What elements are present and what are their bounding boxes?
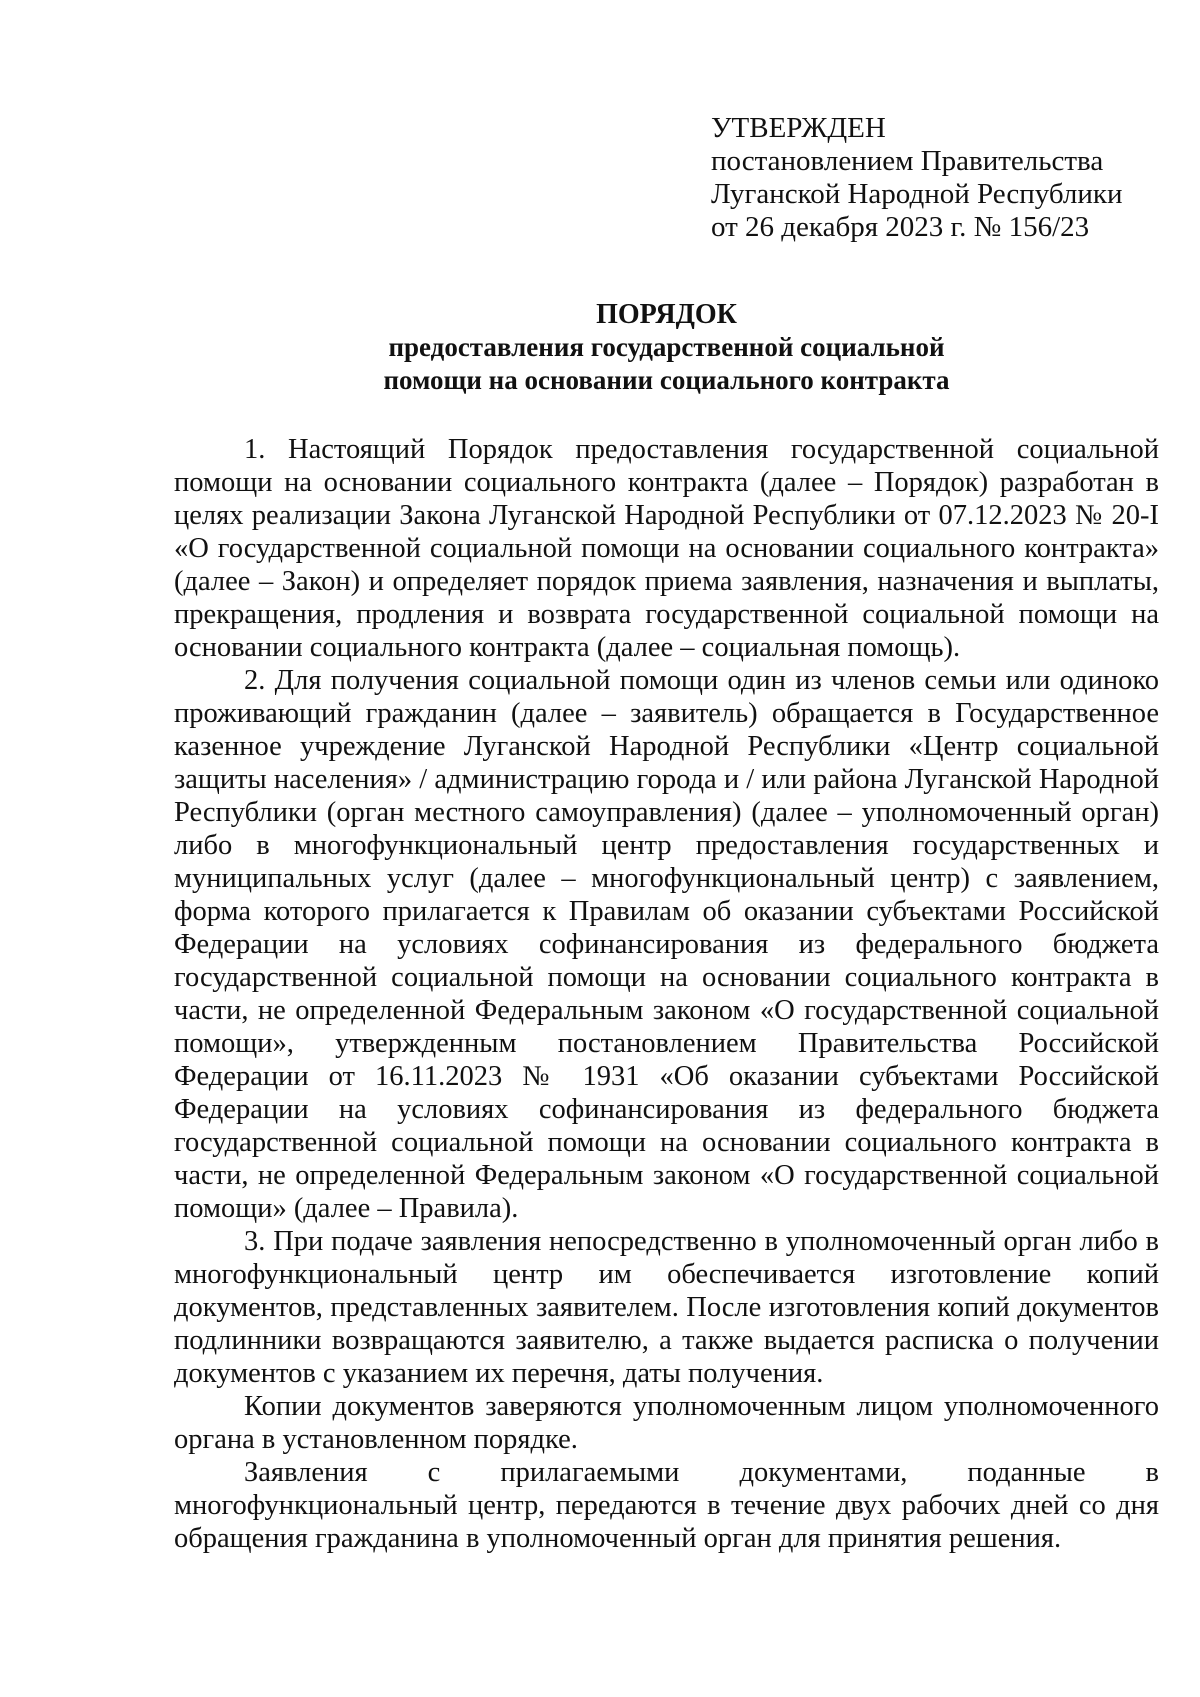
paragraph-3-copies: Копии документов заверяются уполномоченным лицом уполномоченного органа в установленном порядке. — [174, 1391, 1159, 1455]
title-subtitle-line: помощи на основании социального контракта — [383, 365, 950, 395]
paragraph-2: 2. Для получения социальной помощи один из членов семьи или одиноко проживающий гражданин (далее – заявитель) обращается в Государственное казенное учреждение Луганской Народной Республики «Центр социальной защиты населения» / администрацию города и / или района Луганской Народной Республики (орган местного самоуправления) (далее – уполномоченный орган) либо в многофункциональный центр предоставления государственных и муниципальных услуг (далее – многофункциональный центр) с заявлением, форма которого прилагается к Правилам об оказании субъектами Российской Федерации на условиях софинансирования из федерального бюджета государственной социальной помощи на основании социального контракта в части, не определенной Федеральным законом «О государственной социальной помощи», утвержденным постановлением Правительства Российской Федерации от 16.11.2023 № 1931 «Об оказании субъектами Российской Федерации на условиях софинансирования из федерального бюджета государственной социальной помощи на основании социального контракта в части, не определенной Федеральным законом «О государственной социальной помощи» (далее – Правила). — [174, 665, 1159, 1224]
paragraph-3: 3. При подаче заявления непосредственно в уполномоченный орган либо в многофункциональный центр им обеспечивается изготовление копий документов, представленных заявителем. После изготовления копий документов подлинники возвращаются заявителю, а также выдается расписка о получении документов с указанием их перечня, даты получения. — [174, 1226, 1159, 1389]
approval-date-number: от 26 декабря 2023 г. № 156/23 — [711, 211, 1090, 243]
approval-line: постановлением Правительства — [711, 145, 1104, 177]
paragraph-1: 1. Настоящий Порядок предоставления государственной социальной помощи на основании социального контракта (далее – Порядок) разработан в целях реализации Закона Луганской Народной Республики от 07.12.2023 № 20-I «О государственной социальной помощи на основании социального контракта» (далее – Закон) и определяет порядок приема заявления, назначения и выплаты, прекращения, продления и возврата государственной социальной помощи на основании социального контракта (далее – социальная помощь). — [174, 434, 1159, 663]
document-title — [174, 298, 1159, 397]
title-main: ПОРЯДОК — [596, 299, 737, 330]
approval-heading: УТВЕРЖДЕН — [711, 112, 886, 144]
title-subtitle-line: предоставления государственной социальной — [388, 332, 945, 362]
approval-line: Луганской Народной Республики — [711, 178, 1123, 210]
approval-stamp — [711, 112, 1171, 244]
document-body — [174, 433, 1159, 1555]
paragraph-3-applications: Заявления с прилагаемыми документами, поданные в многофункциональный центр, передаются в течение двух рабочих дней со дня обращения гражданина в уполномоченный орган для принятия решения. — [174, 1457, 1159, 1554]
